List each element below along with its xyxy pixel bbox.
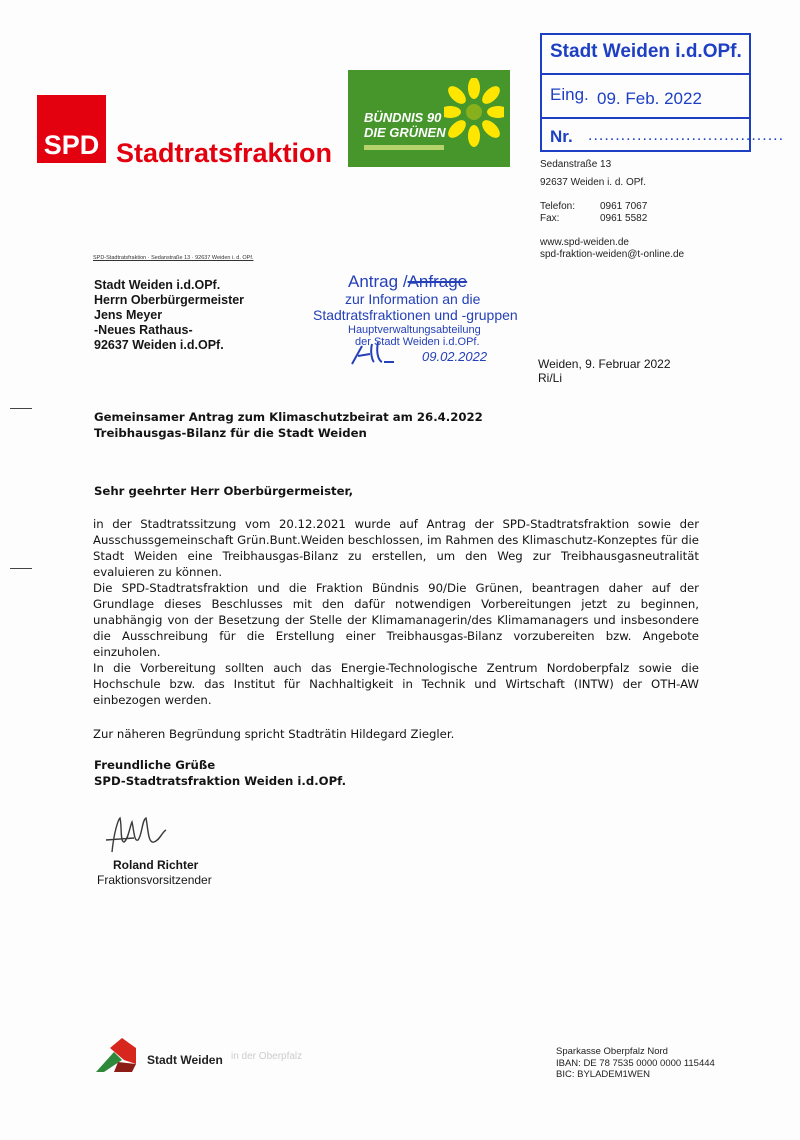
stamp-divider [542, 117, 749, 119]
sender-return-line: SPD-Stadtratsfraktion · Sedanstraße 13 · 92637 Weiden i. d. OPf. [93, 255, 254, 261]
phone-row [540, 201, 647, 212]
antrag-handwritten-date: 09.02.2022 [422, 349, 488, 364]
stamp-title: Stadt Weiden i.d.OPf. [550, 41, 742, 62]
greens-logo-bar [364, 145, 444, 150]
antrag-stamp-line: zur Information an die [345, 291, 481, 307]
closing [94, 757, 346, 789]
signatory-name: Roland Richter [113, 858, 199, 872]
recipient-address [94, 278, 244, 353]
recipient-line: Jens Meyer [94, 308, 163, 322]
stamp-date: 09. Feb. 2022 [597, 89, 702, 108]
phone-label: Telefon: [540, 201, 576, 212]
greens-logo-line1: BÜNDNIS 90 [364, 110, 442, 125]
salutation: Sehr geehrter Herr Oberbürgermeister, [94, 484, 354, 498]
antrag-stamp-title [348, 272, 467, 292]
received-stamp [540, 33, 785, 152]
signature-icon [104, 812, 184, 860]
recipient-line: 92637 Weiden i.d.OPf. [94, 338, 224, 352]
fax-label: Fax: [540, 213, 560, 224]
bank-bic: BIC: BYLADEM1WEN [556, 1069, 650, 1080]
subject-line: Gemeinsamer Antrag zum Klimaschutzbeirat am 26.4.2022 [94, 410, 483, 424]
address-city: 92637 Weiden i. d. OPf. [540, 177, 646, 188]
recipient-line: Stadt Weiden i.d.OPf. [94, 278, 221, 292]
spd-logo-mark: SPD [37, 95, 106, 163]
stamp-nr-dots: .................................... [588, 127, 785, 144]
antrag-stamp-line: Hauptverwaltungsabteilung [348, 324, 481, 336]
stadt-weiden-logo-name: Stadt Weiden [147, 1053, 223, 1067]
reference-code: Ri/Li [538, 371, 563, 385]
body-paragraph: Die SPD-Stadtratsfraktion und die Fraktion Bündnis 90/Die Grünen, beantragen daher auf der Grundlage dieses Beschlusses mit den dafür notwendigen Vorbereitungen jetzt zu beginnen, unabhängig von der Besetzung der Stelle der Klimamanagerin/des Klimamanagers und insbesondere die Ausschreibung für die Erstellung einer Treibhausgas-Bilanz vorzubereiten bzw. Angebote einzuholen. [93, 581, 699, 659]
fax-row [540, 213, 647, 224]
subject [94, 409, 483, 441]
phone-number: 0961 7067 [600, 201, 648, 212]
closing-line: Freundliche Grüße [94, 758, 216, 772]
letter-date: Weiden, 9. Februar 2022 [538, 357, 671, 371]
recipient-line: -Neues Rathaus- [94, 323, 193, 337]
spd-faction-title: Stadtratsfraktion [116, 138, 333, 168]
fax-number: 0961 5582 [600, 213, 648, 224]
fold-mark [10, 408, 32, 409]
letter-body [93, 516, 699, 708]
anfrage-struck: Anfrage [407, 272, 468, 291]
website-link[interactable]: www.spd-weiden.de [540, 237, 629, 248]
stadt-weiden-logo-icon [96, 1038, 138, 1072]
recipient-line: Herrn Oberbürgermeister [94, 293, 245, 307]
handwritten-initials-icon [348, 340, 398, 368]
antrag-word: Antrag [348, 272, 399, 291]
stadt-weiden-logo-subtitle: in der Oberpfalz [231, 1051, 303, 1062]
antrag-slash: / [402, 272, 408, 291]
stamp-eing-label: Eing. [550, 85, 589, 104]
antrag-stamp-line: Stadtratsfraktionen und -gruppen [313, 307, 518, 323]
bank-name: Sparkasse Oberpfalz Nord [556, 1046, 668, 1057]
bank-details [556, 1046, 715, 1081]
bank-iban: IBAN: DE 78 7535 0000 0000 115444 [556, 1057, 715, 1069]
greens-logo-line2: DIE GRÜNEN [364, 125, 446, 140]
antrag-stamp-line: der Stadt Weiden i.d.OPf. [355, 336, 480, 348]
body-paragraph: In die Vorbereitung sollten auch das Energie-Technologische Zentrum Nordoberpfalz sowie die Hochschule bzw. das Institut für Nachhaltigkeit in Technik und Wirtschaft (INTW) der OTH-AW einbezogen werden. [93, 661, 699, 707]
subject-line: Treibhausgas-Bilanz für die Stadt Weiden [94, 426, 367, 440]
stamp-nr-label: Nr. [550, 127, 573, 146]
date-line [538, 357, 671, 385]
closing-line: SPD-Stadtratsfraktion Weiden i.d.OPf. [94, 774, 347, 788]
reasoning-line: Zur näheren Begründung spricht Stadträtin Hildegard Ziegler. [93, 727, 455, 741]
signatory-role: Fraktionsvorsitzender [97, 873, 212, 887]
address-street: Sedanstraße 13 [540, 159, 612, 170]
body-paragraph: in der Stadtratssitzung vom 20.12.2021 wurde auf Antrag der SPD-Stadtratsfraktion sowie der Ausschussgemeinschaft Grün.Bunt.Weiden beschlossen, im Rahmen des Klimaschutz-Konzeptes für die Stadt Weiden eine Treibhausgas-Bilanz zu erstellen, um den Weg zur Treibhausgasneutralität evaluieren zu können. [93, 517, 699, 579]
sunflower-icon [444, 78, 504, 158]
stamp-divider [542, 73, 749, 75]
email-link[interactable]: spd-fraktion-weiden@t-online.de [540, 249, 685, 260]
greens-logo [348, 70, 510, 167]
fold-mark [10, 568, 32, 569]
